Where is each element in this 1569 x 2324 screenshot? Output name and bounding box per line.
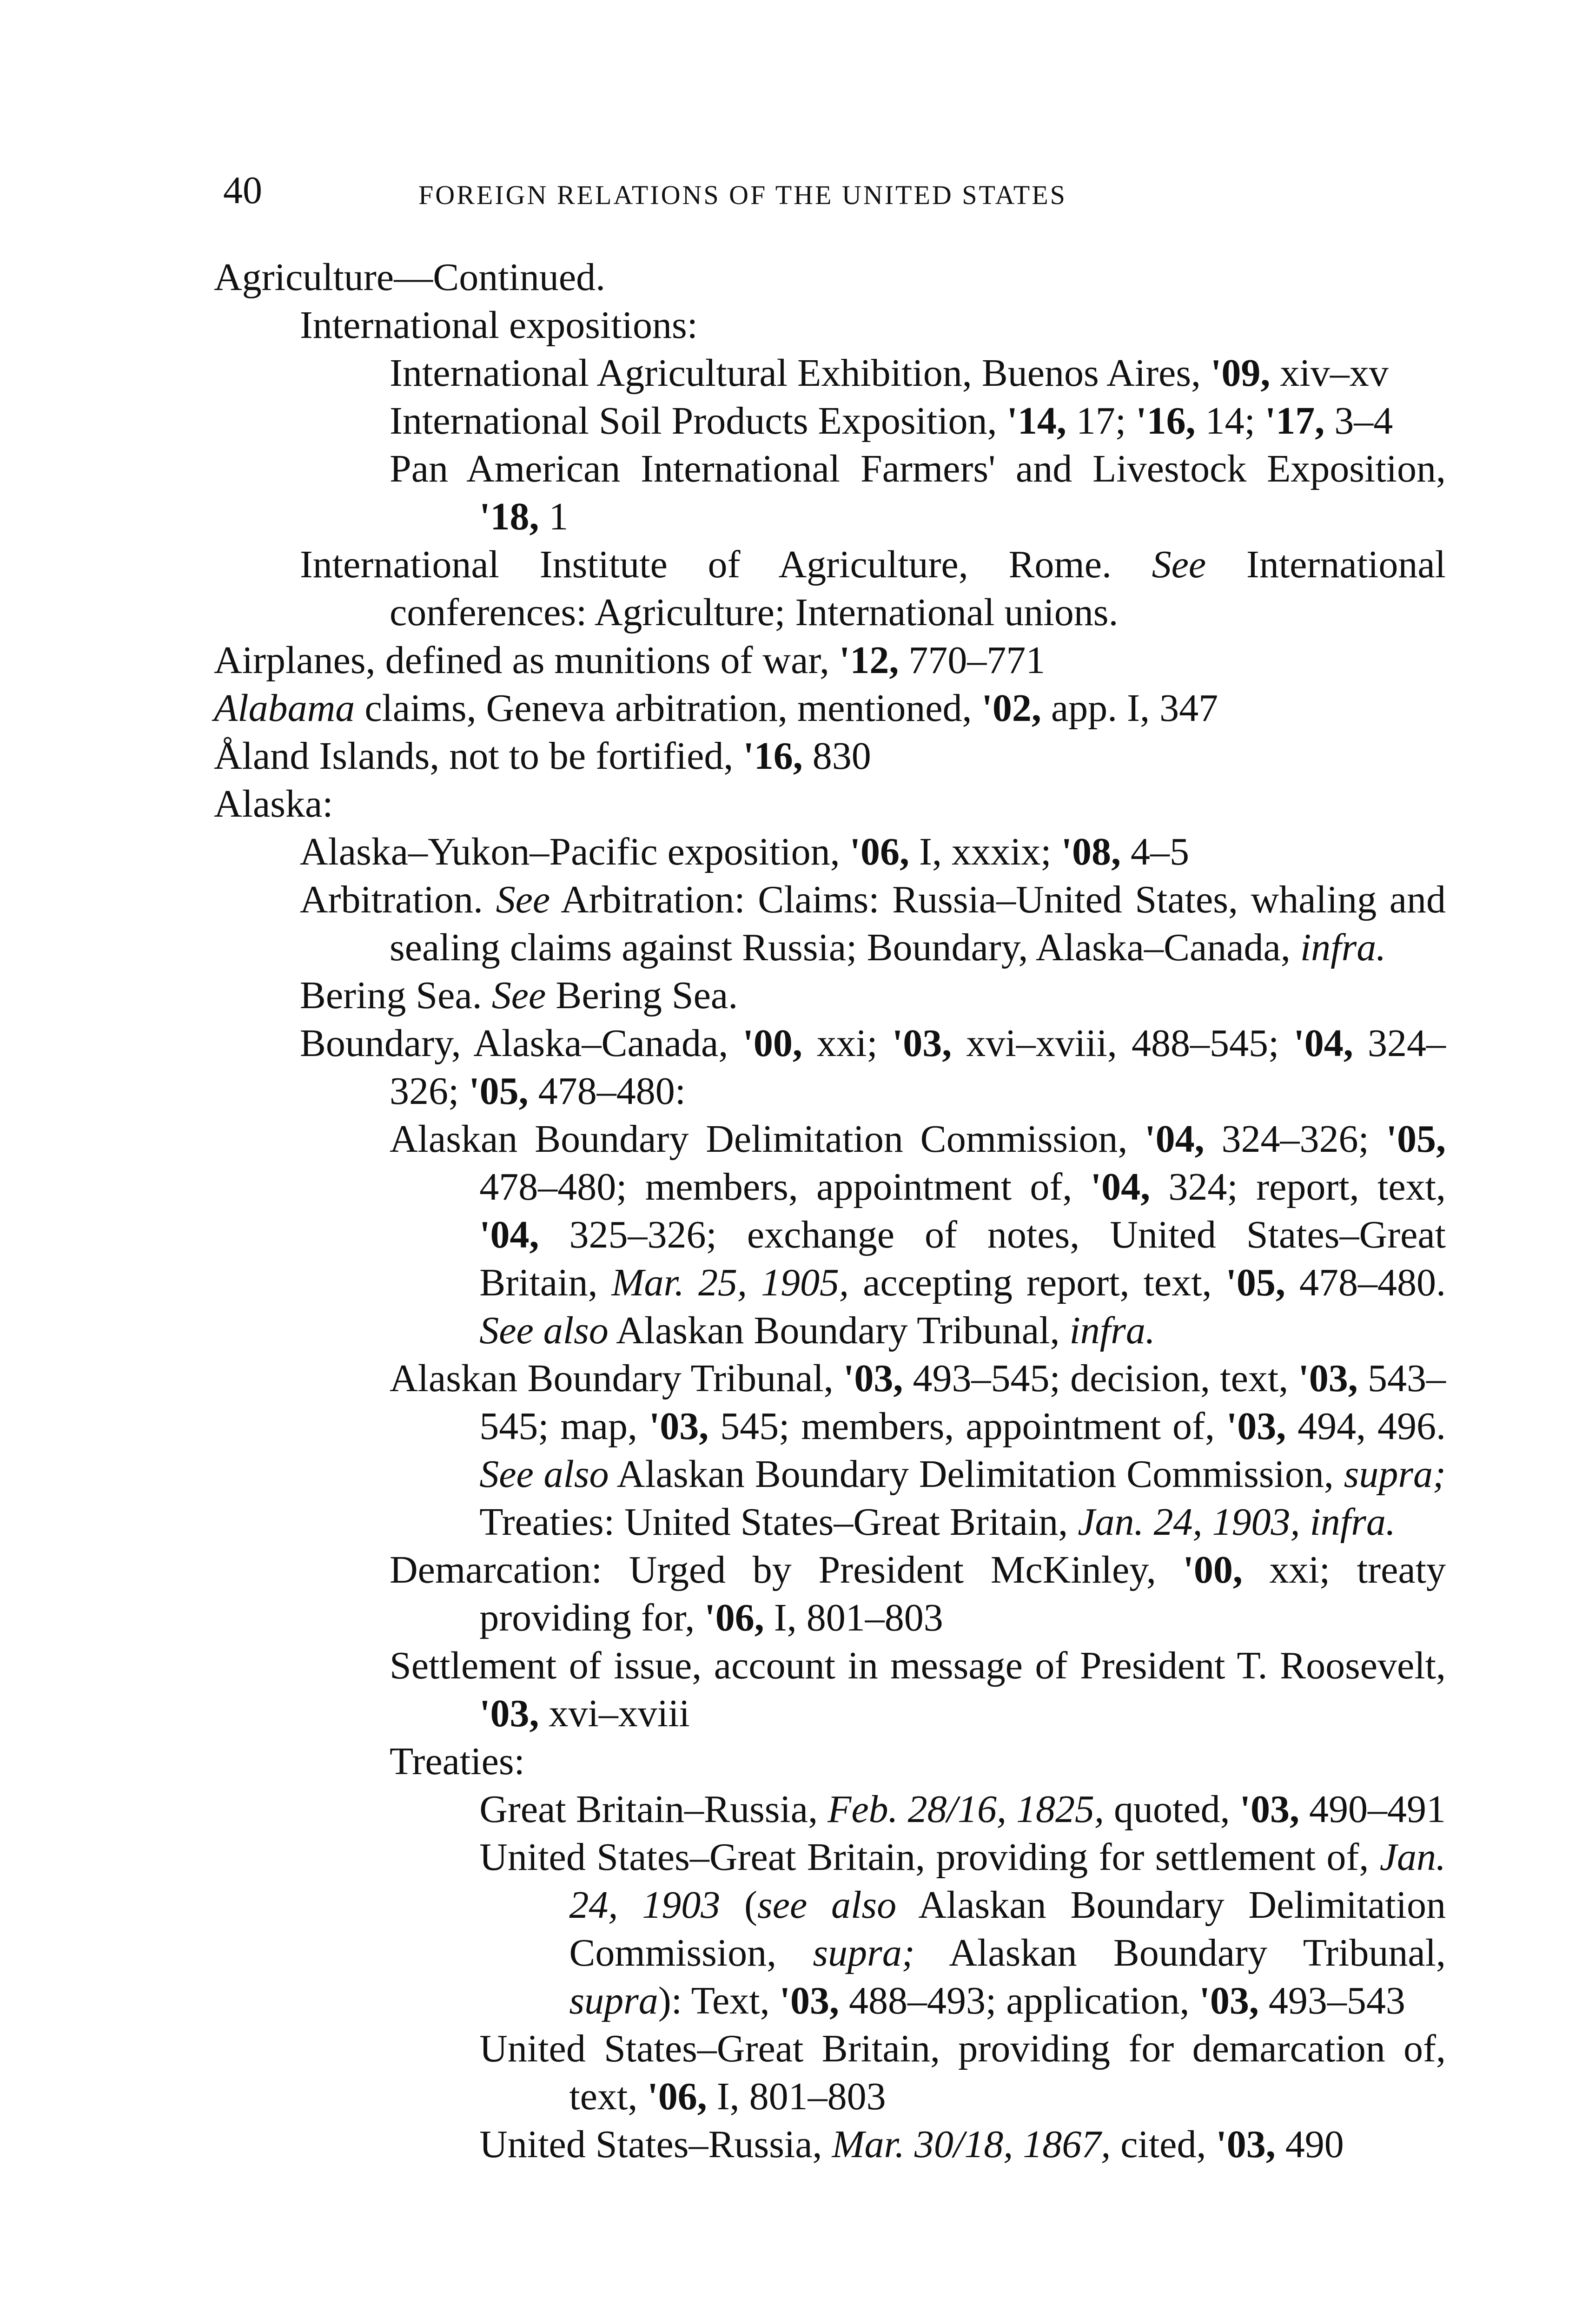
page-number: 40 [223,169,262,212]
index-entry [214,1642,1446,1737]
index-entry [214,684,1446,732]
year-reference: '12, [839,639,899,682]
italic-text: See [491,974,546,1017]
italic-text: Mar. 25, 1905, [611,1261,849,1304]
entry-text: Arbitration. [299,878,496,921]
index-entry [214,445,1446,541]
entry-text: Alaskan Boundary Tribunal, [390,1357,843,1400]
entry-text: Pan American International Farmers' and Livestock Exposition, [390,447,1446,490]
italic-text: See also [479,1452,609,1496]
year-reference: '03, [1226,1405,1286,1448]
entry-text: Alaskan Boundary Tribunal, [608,1309,1070,1352]
year-reference: '04, [1293,1022,1353,1065]
index-entry [214,780,1446,828]
year-reference: '05, [469,1070,529,1113]
entry-text: 545; members, appointment of, [708,1405,1226,1448]
index-entry [214,828,1446,876]
entry-text: Airplanes, defined as munitions of war, [214,639,839,682]
italic-text: infra. [1069,1309,1155,1352]
entry-text: 324–326; [390,1022,1446,1113]
year-reference: '00, [1183,1548,1243,1591]
entry-text: 488–493; application, [839,1979,1199,2022]
entry-text: 325–326; exchange of notes, United States–Great Britain, [479,1213,1446,1304]
entry-text: Bering Sea. [546,974,738,1017]
year-reference: '14, [1006,399,1066,442]
entry-text: 543–545; map, [479,1357,1446,1448]
entry-text: Demarcation: Urged by President McKinley, [390,1548,1183,1591]
entry-text: claims, Geneva arbitration, mentioned, [355,687,982,730]
entry-text: International Institute of Agriculture, Rome. [299,543,1152,586]
entry-text: 478–480. [1285,1261,1446,1304]
year-reference: '06, [704,1596,764,1639]
index-entry [214,636,1446,684]
entry-text: 14; [1195,399,1265,442]
entry-text: Great Britain–Russia, [479,1788,828,1831]
entry-text: 494, 496. [1286,1405,1446,1448]
entry-text: International Agricultural Exhibition, Buenos Aires, [390,351,1211,395]
italic-text: see also [757,1883,897,1927]
year-reference: '16, [1136,399,1196,442]
year-reference: '05, [1225,1261,1285,1304]
index-entry [214,1019,1446,1115]
index-entry [214,397,1446,445]
entry-text: xiv–xv [1270,351,1389,395]
entry-text: Treaties: [390,1740,525,1783]
index-entry [214,301,1446,349]
year-reference: '03, [1216,2123,1276,2166]
year-reference: '09, [1211,351,1271,395]
entry-text: Alaskan Boundary Delimitation Commission, [390,1117,1145,1161]
year-reference: '03, [1239,1788,1299,1831]
year-reference: '18, [479,495,539,538]
entry-text: Boundary, Alaska–Canada, [299,1022,743,1065]
index-entry [214,253,1446,301]
year-reference: '17, [1264,399,1325,442]
entry-text: 478–480: [528,1070,686,1113]
italic-text: Jan. 24, 1903 [569,1835,1446,1927]
entry-text: cited, [1111,2123,1216,2166]
year-reference: '05, [1386,1117,1446,1161]
index-entry [214,1354,1446,1546]
year-reference: '03, [892,1022,952,1065]
italic-text: See [1152,543,1206,586]
italic-text: supra; [1344,1452,1446,1496]
year-reference: '04, [1090,1165,1151,1208]
entry-text: xvi–xviii, 488–545; [952,1022,1294,1065]
entry-text: United States–Great Britain, providing for demarcation of, text, [479,2027,1446,2118]
italic-text: Feb. 28/16, 1825, [828,1788,1105,1831]
entry-text: Alaskan Boundary Delimitation Commission, [609,1452,1344,1496]
entry-text: I, 801–803 [707,2075,886,2118]
entry-text: app. I, 347 [1041,687,1218,730]
entry-text: Settlement of issue, account in message of President T. Roosevelt, [390,1644,1446,1687]
index-entry [214,2120,1446,2168]
italic-text: See also [479,1309,609,1352]
index-entry [214,1115,1446,1354]
entry-text: 4–5 [1120,830,1189,873]
entry-text: Treaties: United States–Great Britain, [479,1500,1078,1544]
entry-text: 1 [539,495,569,538]
entry-text: International expositions: [299,304,698,347]
entry-text: Arbitration: Claims: Russia–United States, whaling and sealing claims against Russia; Boundary, Alaska–Canada, [390,878,1446,969]
entry-text: 3–4 [1324,399,1393,442]
entry-text: quoted, [1104,1788,1240,1831]
entry-text: ): Text, [658,1979,780,2022]
italic-text: infra. [1300,926,1386,969]
running-title: FOREIGN RELATIONS OF THE UNITED STATES [418,180,1067,210]
entry-text: 478–480; members, appointment of, [479,1165,1091,1208]
index-entry [214,876,1446,971]
index-entry [214,732,1446,780]
entry-text: Åland Islands, not to be fortified, [214,734,743,778]
entry-text: United States–Russia, [479,2123,832,2166]
italic-text: Alabama [214,687,355,730]
year-reference: '16, [743,734,803,778]
italic-text: See [496,878,550,921]
index-entry [214,971,1446,1019]
entry-text: Bering Sea. [299,974,492,1017]
entry-text: 324; report, text, [1150,1165,1446,1208]
year-reference: '03, [779,1979,839,2022]
italic-text: Mar. 30/18, 1867, [832,2123,1111,2166]
entry-text: 830 [802,734,871,778]
year-reference: '03, [649,1405,709,1448]
year-reference: '00, [742,1022,802,1065]
entry-text: ( [720,1883,757,1927]
year-reference: '03, [1199,1979,1259,2022]
entry-text: Alaska–Yukon–Pacific exposition, [299,830,850,873]
page-header [223,165,1357,216]
year-reference: '03, [1298,1357,1358,1400]
year-reference: '06, [647,2075,707,2118]
year-reference: '03, [479,1692,539,1735]
entry-text: United States–Great Britain, providing for settlement of, [479,1835,1380,1879]
index-entry [214,1737,1446,1785]
year-reference: '04, [1145,1117,1205,1161]
year-reference: '02, [981,687,1041,730]
entry-text: xxi; treaty providing for, [479,1548,1446,1639]
year-reference: '04, [479,1213,539,1256]
entry-text: xxi; [802,1022,892,1065]
entry-text: 770–771 [899,639,1046,682]
entry-text: Alaska: [214,782,333,825]
index-entry [214,1546,1446,1642]
entry-text: 493–545; decision, text, [903,1357,1298,1400]
entry-text: 17; [1066,399,1136,442]
entry-text: International Soil Products Exposition, [390,399,1007,442]
entry-text: 490–491 [1299,1788,1446,1831]
year-reference: '03, [843,1357,903,1400]
index-entry [214,2025,1446,2120]
entry-text: Alaskan Boundary Tribunal, [914,1931,1446,1974]
year-reference: '08, [1061,830,1121,873]
entry-text: 324–326; [1204,1117,1386,1161]
index-entry [214,1833,1446,2025]
entry-text: I, xxxix; [909,830,1061,873]
index-entries [214,253,1446,2168]
entry-text: 490 [1275,2123,1344,2166]
entry-text: International conferences: Agriculture; International unions. [390,543,1446,634]
entry-text: xvi–xviii [539,1692,690,1735]
italic-text: supra [569,1979,658,2022]
year-reference: '06, [849,830,909,873]
entry-text: Alaskan Boundary Delimitation Commission, [569,1883,1446,1974]
italic-text: supra; [813,1931,915,1974]
italic-text: Jan. 24, 1903, infra. [1078,1500,1396,1544]
entry-text: 493–543 [1258,1979,1405,2022]
entry-text: accepting report, text, [849,1261,1226,1304]
entry-text: I, 801–803 [764,1596,943,1639]
entry-text: Agriculture—Continued. [214,256,606,299]
index-entry [214,1785,1446,1833]
index-entry [214,349,1446,397]
index-entry [214,541,1446,636]
